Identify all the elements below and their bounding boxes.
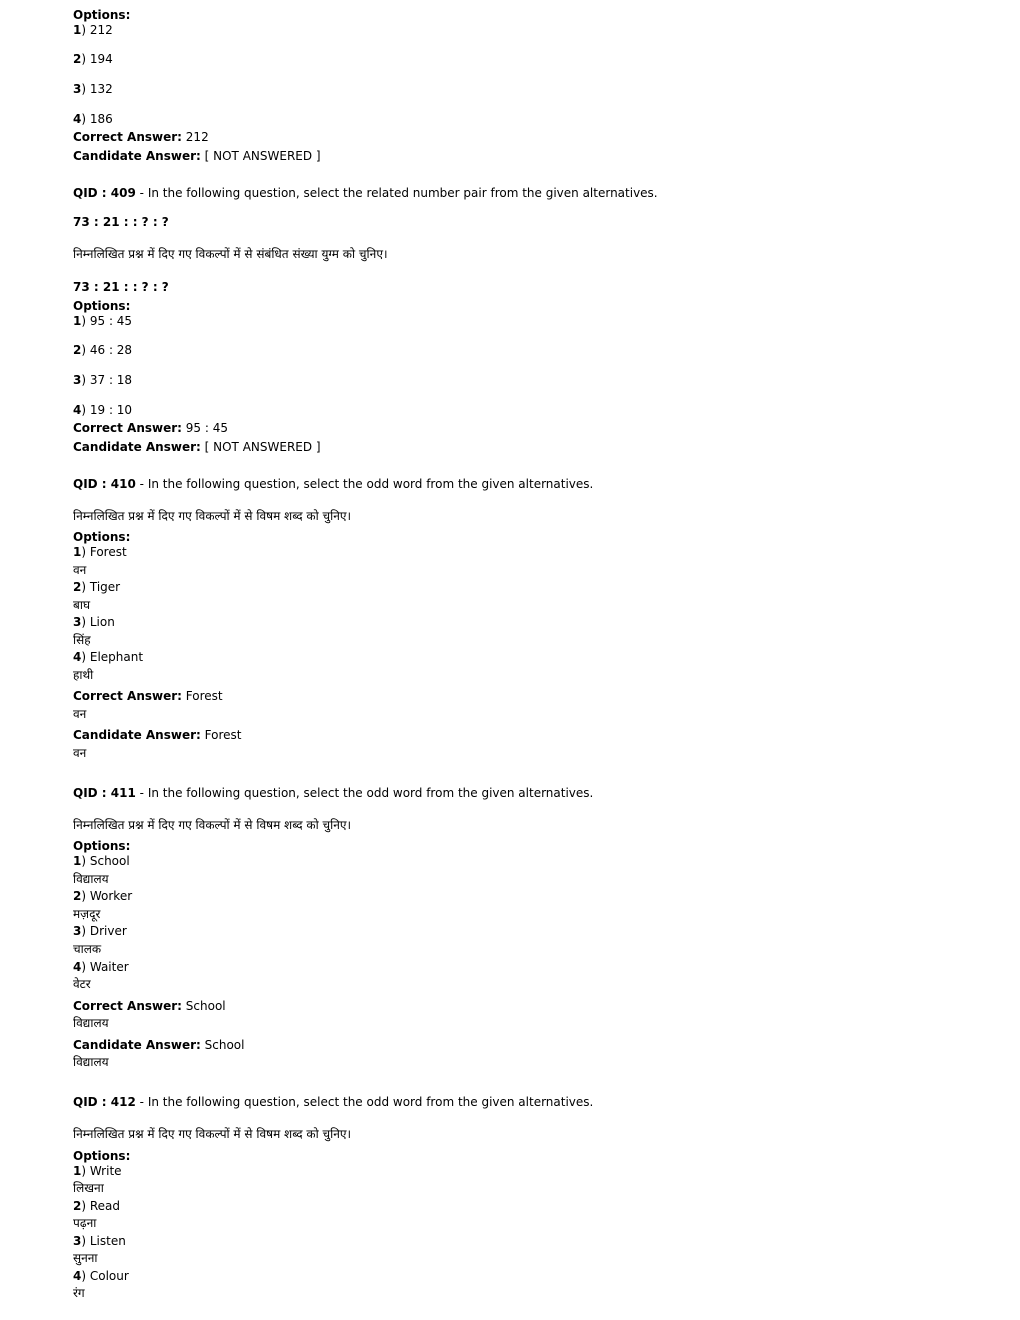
q410-candidate-answer: Candidate Answer: Forest: [73, 728, 242, 742]
q410-option-4-hindi: हाथी: [73, 668, 94, 682]
q412-option-4: 4) Colour: [73, 1269, 129, 1283]
q409-option-4: 4) 19 : 10: [73, 403, 133, 417]
q412-option-3: 3) Listen: [73, 1234, 126, 1248]
q408-option-1: 1) 212: [73, 23, 113, 37]
q412-option-2: 2) Read: [73, 1199, 121, 1213]
q410-option-4: 4) Elephant: [73, 650, 144, 664]
q411-option-1: 1) School: [73, 854, 130, 868]
q411-option-3: 3) Driver: [73, 924, 127, 938]
q412-option-3-hindi: सुनना: [73, 1251, 98, 1265]
q408-option-3: 3) 132: [73, 82, 113, 96]
q411-candidate-answer-hindi: विद्यालय: [73, 1055, 109, 1069]
q409-question-hindi: निम्नलिखित प्रश्न में दिए गए विकल्पों में से संबंधित संख्या युग्म को चुनिए।: [73, 247, 388, 261]
q411-options-label: Options:: [73, 839, 131, 853]
q409-pair-hi: 73 : 21 : : ? : ?: [73, 280, 169, 294]
q410-option-3-hindi: सिंह: [73, 633, 91, 647]
q409-candidate-answer: Candidate Answer: [ NOT ANSWERED ]: [73, 440, 321, 454]
q412-option-1: 1) Write: [73, 1164, 122, 1178]
q410-question-hindi: निम्नलिखित प्रश्न में दिए गए विकल्पों में से विषम शब्द को चुनिए।: [73, 509, 352, 523]
q408-options-label: Options:: [73, 8, 131, 22]
q412-option-4-hindi: रंग: [73, 1286, 85, 1300]
q411-option-2: 2) Worker: [73, 889, 133, 903]
q410-correct-answer: Correct Answer: Forest: [73, 689, 223, 703]
q410-option-1: 1) Forest: [73, 545, 127, 559]
q410-question: QID : 410 - In the following question, select the odd word from the given alternatives.: [73, 477, 594, 491]
q408-candidate-answer: Candidate Answer: [ NOT ANSWERED ]: [73, 149, 321, 163]
q409-option-2: 2) 46 : 28: [73, 343, 133, 357]
q411-option-4: 4) Waiter: [73, 960, 129, 974]
q411-option-2-hindi: मज़दूर: [73, 907, 101, 921]
q411-question-hindi: निम्नलिखित प्रश्न में दिए गए विकल्पों में से विषम शब्द को चुनिए।: [73, 818, 352, 832]
q410-option-1-hindi: वन: [73, 563, 87, 577]
q409-option-3: 3) 37 : 18: [73, 373, 133, 387]
q410-correct-answer-hindi: वन: [73, 707, 87, 721]
q412-option-2-hindi: पढ़ना: [73, 1216, 97, 1230]
q411-correct-answer-hindi: विद्यालय: [73, 1016, 109, 1030]
q408-option-2: 2) 194: [73, 52, 113, 66]
q411-question: QID : 411 - In the following question, select the odd word from the given alternatives.: [73, 786, 594, 800]
q410-option-2: 2) Tiger: [73, 580, 121, 594]
q409-option-1: 1) 95 : 45: [73, 314, 133, 328]
q412-option-1-hindi: लिखना: [73, 1181, 104, 1195]
q409-pair-en: 73 : 21 : : ? : ?: [73, 215, 169, 229]
q411-option-1-hindi: विद्यालय: [73, 872, 109, 886]
q411-option-4-hindi: वेटर: [73, 977, 91, 991]
q412-question: QID : 412 - In the following question, select the odd word from the given alternatives.: [73, 1095, 594, 1109]
q410-option-3: 3) Lion: [73, 615, 115, 629]
q411-option-3-hindi: चालक: [73, 942, 102, 956]
q411-candidate-answer: Candidate Answer: School: [73, 1038, 245, 1052]
q409-options-label: Options:: [73, 299, 131, 313]
q412-options-label: Options:: [73, 1149, 131, 1163]
q411-correct-answer: Correct Answer: School: [73, 999, 226, 1013]
q410-option-2-hindi: बाघ: [73, 598, 91, 612]
q409-correct-answer: Correct Answer: 95 : 45: [73, 421, 229, 435]
q412-question-hindi: निम्नलिखित प्रश्न में दिए गए विकल्पों में से विषम शब्द को चुनिए।: [73, 1127, 352, 1141]
q408-correct-answer: Correct Answer: 212: [73, 130, 209, 144]
q408-option-4: 4) 186: [73, 112, 113, 126]
q410-options-label: Options:: [73, 530, 131, 544]
q409-question: QID : 409 - In the following question, select the related number pair from the given alternatives.: [73, 186, 658, 200]
q410-candidate-answer-hindi: वन: [73, 746, 87, 760]
